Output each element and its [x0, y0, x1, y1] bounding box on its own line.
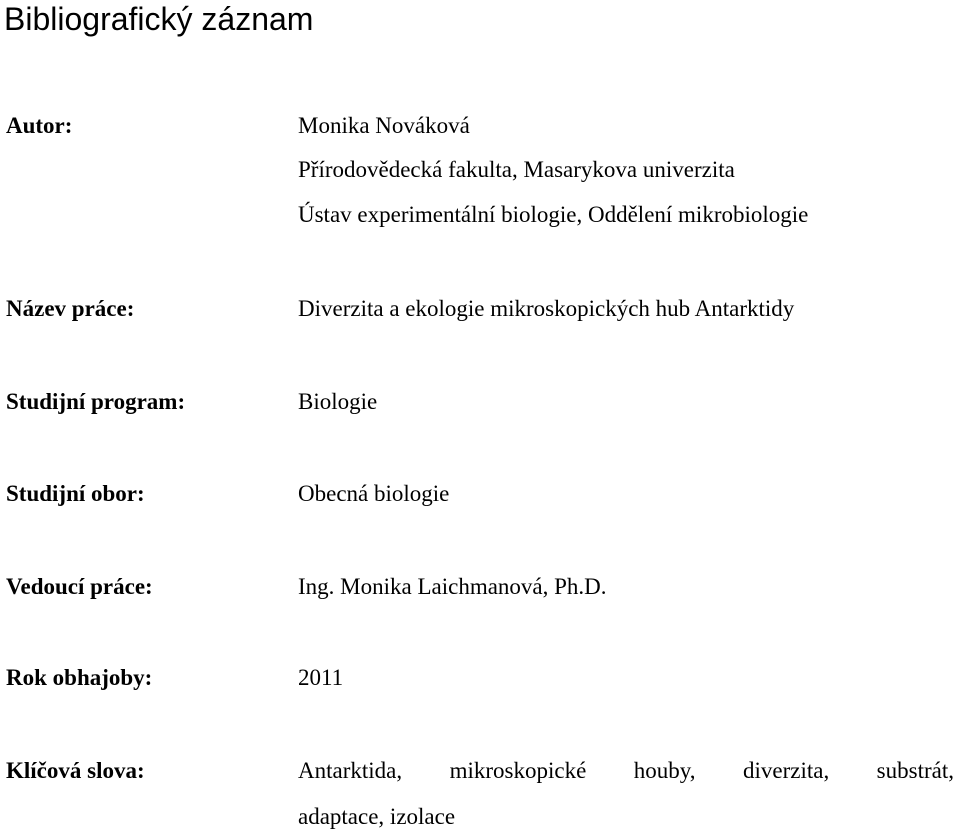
study-program-value: Biologie: [298, 389, 378, 414]
page-title: Bibliografický záznam: [4, 1, 314, 37]
defense-year-value: 2011: [298, 665, 344, 690]
supervisor-value: Ing. Monika Laichmanová, Ph.D.: [298, 574, 607, 599]
defense-year-label: Rok obhajoby:: [6, 665, 153, 690]
author-name: Monika Nováková: [298, 113, 470, 138]
keywords-label: Klíčová slova:: [6, 758, 145, 783]
supervisor-label: Vedoucí práce:: [6, 574, 153, 599]
thesis-title-value: Diverzita a ekologie mikroskopických hub Antarktidy: [298, 296, 795, 321]
study-field-label: Studijní obor:: [6, 481, 145, 506]
author-department: Ústav experimentální biologie, Oddělení mikrobiologie: [298, 202, 809, 227]
thesis-title-label: Název práce:: [6, 296, 135, 321]
study-field-value: Obecná biologie: [298, 481, 450, 506]
study-program-label: Studijní program:: [6, 389, 186, 414]
author-faculty: Přírodovědecká fakulta, Masarykova univerzita: [298, 157, 735, 182]
keywords-line-1: Antarktida, mikroskopické houby, diverzita, substrát,: [298, 758, 954, 783]
keywords-line-2: adaptace, izolace: [298, 804, 456, 829]
author-label: Autor:: [6, 113, 73, 138]
